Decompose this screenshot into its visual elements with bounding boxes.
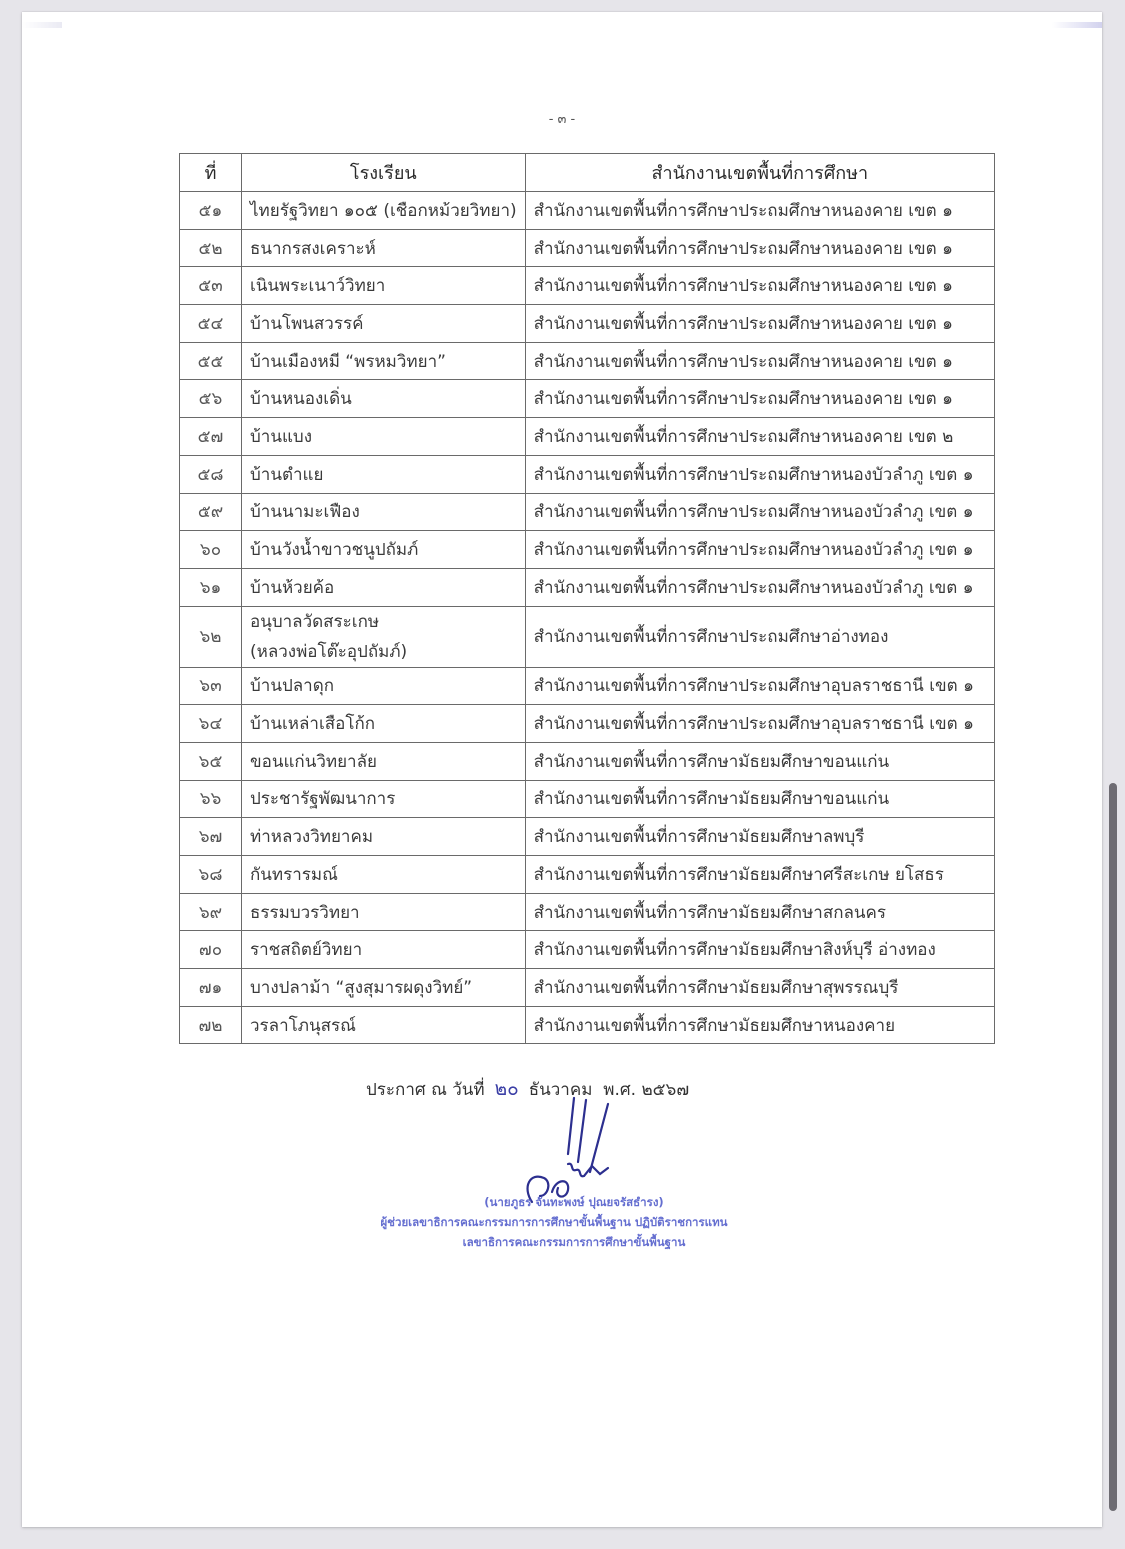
- header-no: ที่: [180, 154, 242, 192]
- row-number: ๕๗: [180, 418, 242, 456]
- signature-stroke: [590, 1104, 608, 1172]
- row-number: ๕๘: [180, 455, 242, 493]
- education-office: สำนักงานเขตพื้นที่การศึกษามัธยมศึกษาขอนแก่น: [525, 742, 994, 780]
- row-number: ๕๔: [180, 305, 242, 343]
- table-row: [180, 667, 995, 705]
- signatory-position: ผู้ช่วยเลขาธิการคณะกรรมการการศึกษาขั้นพื้นฐาน ปฏิบัติราชการแทน: [380, 1215, 728, 1229]
- table-row: [180, 418, 995, 456]
- signature-stroke: [568, 1098, 574, 1154]
- vertical-scrollbar[interactable]: [1109, 783, 1117, 1511]
- table-row: [180, 931, 995, 969]
- education-office: สำนักงานเขตพื้นที่การศึกษาประถมศึกษาหนองคาย เขต ๑: [525, 192, 994, 230]
- row-number: ๖๓: [180, 667, 242, 705]
- table-row: [180, 305, 995, 343]
- table-row: [180, 606, 995, 667]
- table-row: [180, 780, 995, 818]
- announcement-month: ธันวาคม: [528, 1080, 593, 1100]
- header-school: โรงเรียน: [242, 154, 526, 192]
- education-office: สำนักงานเขตพื้นที่การศึกษาประถมศึกษาหนองบัวลำภู เขต ๑: [525, 531, 994, 569]
- row-number: ๗๐: [180, 931, 242, 969]
- school-name: ไทยรัฐวิทยา ๑๐๕ (เชือกหม้วยวิทยา): [242, 192, 526, 230]
- table-row: [180, 818, 995, 856]
- education-office: สำนักงานเขตพื้นที่การศึกษาประถมศึกษาหนองคาย เขต ๑: [525, 267, 994, 305]
- school-name: เนินพระเนาว์วิทยา: [242, 267, 526, 305]
- school-name: บ้านปลาดุก: [242, 667, 526, 705]
- row-number: ๕๒: [180, 229, 242, 267]
- table-row: [180, 229, 995, 267]
- row-number: ๕๑: [180, 192, 242, 230]
- school-name: ประชารัฐพัฒนาการ: [242, 780, 526, 818]
- announcement-year: พ.ศ. ๒๕๖๗: [603, 1080, 690, 1100]
- page-edge-shade: [1052, 22, 1102, 28]
- education-office: สำนักงานเขตพื้นที่การศึกษาประถมศึกษาหนองคาย เขต ๑: [525, 342, 994, 380]
- signature-stroke: [578, 1100, 586, 1162]
- education-office: สำนักงานเขตพื้นที่การศึกษาประถมศึกษาหนองคาย เขต ๑: [525, 229, 994, 267]
- announcement-prefix: ประกาศ ณ วันที่: [366, 1080, 485, 1100]
- education-office: สำนักงานเขตพื้นที่การศึกษามัธยมศึกษาศรีสะเกษ ยโสธร: [525, 856, 994, 894]
- table-row: [180, 893, 995, 931]
- signature-stroke: [568, 1164, 608, 1177]
- signatory-stamp: [344, 1192, 764, 1252]
- row-number: ๕๓: [180, 267, 242, 305]
- school-name: ราชสถิตย์วิทยา: [242, 931, 526, 969]
- education-office: สำนักงานเขตพื้นที่การศึกษาประถมศึกษาอุบลราชธานี เขต ๑: [525, 705, 994, 743]
- table-row: [180, 380, 995, 418]
- row-number: ๕๙: [180, 493, 242, 531]
- table-row: [180, 531, 995, 569]
- row-number: ๖๐: [180, 531, 242, 569]
- school-name: กันทรารมณ์: [242, 856, 526, 894]
- education-office: สำนักงานเขตพื้นที่การศึกษาประถมศึกษาหนองคาย เขต ๑: [525, 305, 994, 343]
- education-office: สำนักงานเขตพื้นที่การศึกษามัธยมศึกษาลพบุรี: [525, 818, 994, 856]
- education-office: สำนักงานเขตพื้นที่การศึกษามัธยมศึกษาสุพรรณบุรี: [525, 969, 994, 1007]
- row-number: ๗๒: [180, 1006, 242, 1044]
- table-row: [180, 705, 995, 743]
- school-name: บ้านแบง: [242, 418, 526, 456]
- school-name: บ้านห้วยค้อ: [242, 568, 526, 606]
- school-name: บ้านตำแย: [242, 455, 526, 493]
- education-office: สำนักงานเขตพื้นที่การศึกษาประถมศึกษาอ่างทอง: [525, 606, 994, 667]
- document-page: [22, 12, 1102, 1527]
- row-number: ๖๘: [180, 856, 242, 894]
- school-name: ธนากรสงเคราะห์: [242, 229, 526, 267]
- school-name: บางปลาม้า “สูงสุมารผดุงวิทย์”: [242, 969, 526, 1007]
- row-number: ๖๒: [180, 606, 242, 667]
- school-name: ขอนแก่นวิทยาลัย: [242, 742, 526, 780]
- table-row: [180, 192, 995, 230]
- education-office: สำนักงานเขตพื้นที่การศึกษาประถมศึกษาหนองคาย เขต ๑: [525, 380, 994, 418]
- school-name: [242, 606, 526, 667]
- education-office: สำนักงานเขตพื้นที่การศึกษาประถมศึกษาหนองบัวลำภู เขต ๑: [525, 568, 994, 606]
- header-office: สำนักงานเขตพื้นที่การศึกษา: [525, 154, 994, 192]
- row-number: ๖๕: [180, 742, 242, 780]
- education-office: สำนักงานเขตพื้นที่การศึกษาประถมศึกษาหนองคาย เขต ๒: [525, 418, 994, 456]
- page-number: - ๓ -: [548, 112, 576, 127]
- school-name-line: อนุบาลวัดสระเกษ: [250, 611, 380, 632]
- school-name: บ้านนามะเฟือง: [242, 493, 526, 531]
- education-office: สำนักงานเขตพื้นที่การศึกษาประถมศึกษาอุบลราชธานี เขต ๑: [525, 667, 994, 705]
- school-name: บ้านหนองเดิ่น: [242, 380, 526, 418]
- schools-table: [179, 153, 995, 1044]
- page-edge-shade: [22, 22, 62, 28]
- education-office: สำนักงานเขตพื้นที่การศึกษามัธยมศึกษาสกลนคร: [525, 893, 994, 931]
- education-office: สำนักงานเขตพื้นที่การศึกษาประถมศึกษาหนองบัวลำภู เขต ๑: [525, 455, 994, 493]
- table-row: [180, 856, 995, 894]
- table-row: [180, 493, 995, 531]
- school-name: ธรรมบวรวิทยา: [242, 893, 526, 931]
- row-number: ๖๑: [180, 568, 242, 606]
- row-number: ๖๔: [180, 705, 242, 743]
- row-number: ๕๖: [180, 380, 242, 418]
- education-office: สำนักงานเขตพื้นที่การศึกษามัธยมศึกษาหนองคาย: [525, 1006, 994, 1044]
- row-number: ๖๙: [180, 893, 242, 931]
- table-row: [180, 1006, 995, 1044]
- table-row: [180, 969, 995, 1007]
- table-row: [180, 455, 995, 493]
- school-name-line: (หลวงพ่อโต๊ะอุปถัมภ์): [250, 641, 408, 662]
- table-row: [180, 267, 995, 305]
- education-office: สำนักงานเขตพื้นที่การศึกษามัธยมศึกษาขอนแก่น: [525, 780, 994, 818]
- row-number: ๖๗: [180, 818, 242, 856]
- row-number: ๖๖: [180, 780, 242, 818]
- signatory-position-line2: เลขาธิการคณะกรรมการการศึกษาขั้นพื้นฐาน: [462, 1235, 686, 1249]
- table-row: [180, 342, 995, 380]
- school-name: บ้านโพนสวรรค์: [242, 305, 526, 343]
- education-office: สำนักงานเขตพื้นที่การศึกษามัธยมศึกษาสิงห์บุรี อ่างทอง: [525, 931, 994, 969]
- row-number: ๕๕: [180, 342, 242, 380]
- school-name: บ้านเหล่าเสือโก้ก: [242, 705, 526, 743]
- school-name: บ้านเมืองหมี “พรหมวิทยา”: [242, 342, 526, 380]
- row-number: ๗๑: [180, 969, 242, 1007]
- school-name: วรลาโภนุสรณ์: [242, 1006, 526, 1044]
- table-row: [180, 742, 995, 780]
- signatory-name: (นายภูธร จันทะพงษ์ ปุณยจรัสธำรง): [484, 1195, 664, 1209]
- announcement-day: ๒๐: [494, 1078, 519, 1100]
- school-name: ท่าหลวงวิทยาคม: [242, 818, 526, 856]
- education-office: สำนักงานเขตพื้นที่การศึกษาประถมศึกษาหนองบัวลำภู เขต ๑: [525, 493, 994, 531]
- table-row: [180, 568, 995, 606]
- table-body: [180, 192, 995, 1044]
- school-name: บ้านวังน้ำขาวชนูปถัมภ์: [242, 531, 526, 569]
- table-header-row: [180, 154, 995, 192]
